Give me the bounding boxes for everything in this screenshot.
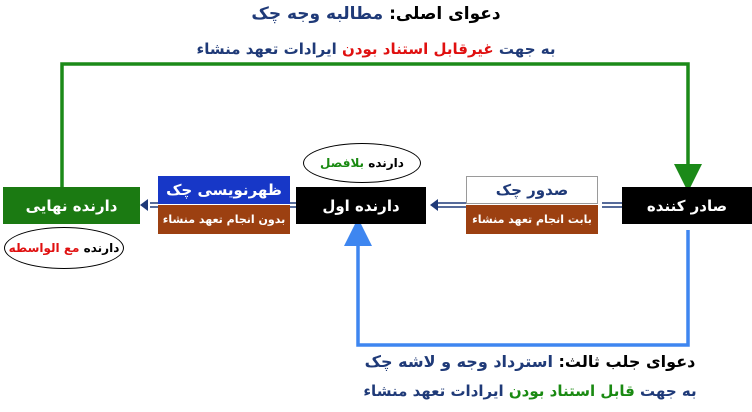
- final-holder-box: [3, 187, 140, 224]
- third-party-arrow: [358, 230, 688, 345]
- endorsement-note: بدون انجام تعهد منشاء: [162, 213, 286, 226]
- main-claim-sub-highlight: غیرقابل استناد بودن: [342, 40, 494, 58]
- first-holder-label: دارنده اول: [322, 196, 400, 215]
- endorsement-note-box: [158, 205, 290, 234]
- check-issue-note: بابت انجام تعهد منشاء: [472, 213, 592, 226]
- main-claim-sub-suffix: ایرادات تعهد منشاء: [196, 40, 337, 58]
- third-party-sub-highlight: قابل استناد بودن: [508, 382, 635, 400]
- third-party-sub-prefix: به جهت: [640, 382, 697, 400]
- indirect-holder-prefix: دارنده: [83, 241, 120, 255]
- check-issue-note-box: [466, 205, 598, 234]
- third-party-claim-subtitle: [330, 382, 730, 400]
- indirect-holder-oval: [4, 227, 124, 269]
- endorsement-box: [158, 176, 290, 204]
- immediate-holder-oval: [303, 143, 421, 183]
- main-claim-sub-prefix: به جهت: [498, 40, 556, 58]
- check-issue-box: [466, 176, 598, 204]
- final-holder-label: دارنده نهایی: [25, 196, 118, 215]
- first-holder-box: [296, 187, 426, 224]
- immediate-holder-highlight: بلافصل: [320, 156, 365, 170]
- flow-arrow-issuer-to-check: [602, 203, 622, 207]
- main-claim-label: دعوای اصلی:: [389, 4, 501, 24]
- indirect-holder-highlight: مع الواسطه: [8, 241, 80, 255]
- third-party-claim-label: دعوای جلب ثالث:: [558, 352, 696, 371]
- issuer-label: صادر کننده: [646, 196, 728, 215]
- main-claim-subtitle: [0, 40, 752, 58]
- main-claim-value: مطالبه وجه چک: [251, 4, 384, 24]
- flow-arrow-check-to-first-holder: [430, 199, 466, 211]
- issuer-box: [622, 187, 752, 224]
- flow-arrow-endorsement-to-final: [140, 199, 158, 211]
- third-party-sub-suffix: ایرادات تعهد منشاء: [363, 382, 504, 400]
- third-party-claim-value: استرداد وجه و لاشه چک: [364, 352, 553, 371]
- immediate-holder-prefix: دارنده: [368, 156, 404, 170]
- main-claim-title: [0, 4, 752, 24]
- endorsement-label: ظهرنویسی چک: [166, 181, 282, 199]
- check-issue-label: صدور چک: [495, 181, 569, 199]
- third-party-claim-title: [330, 352, 730, 371]
